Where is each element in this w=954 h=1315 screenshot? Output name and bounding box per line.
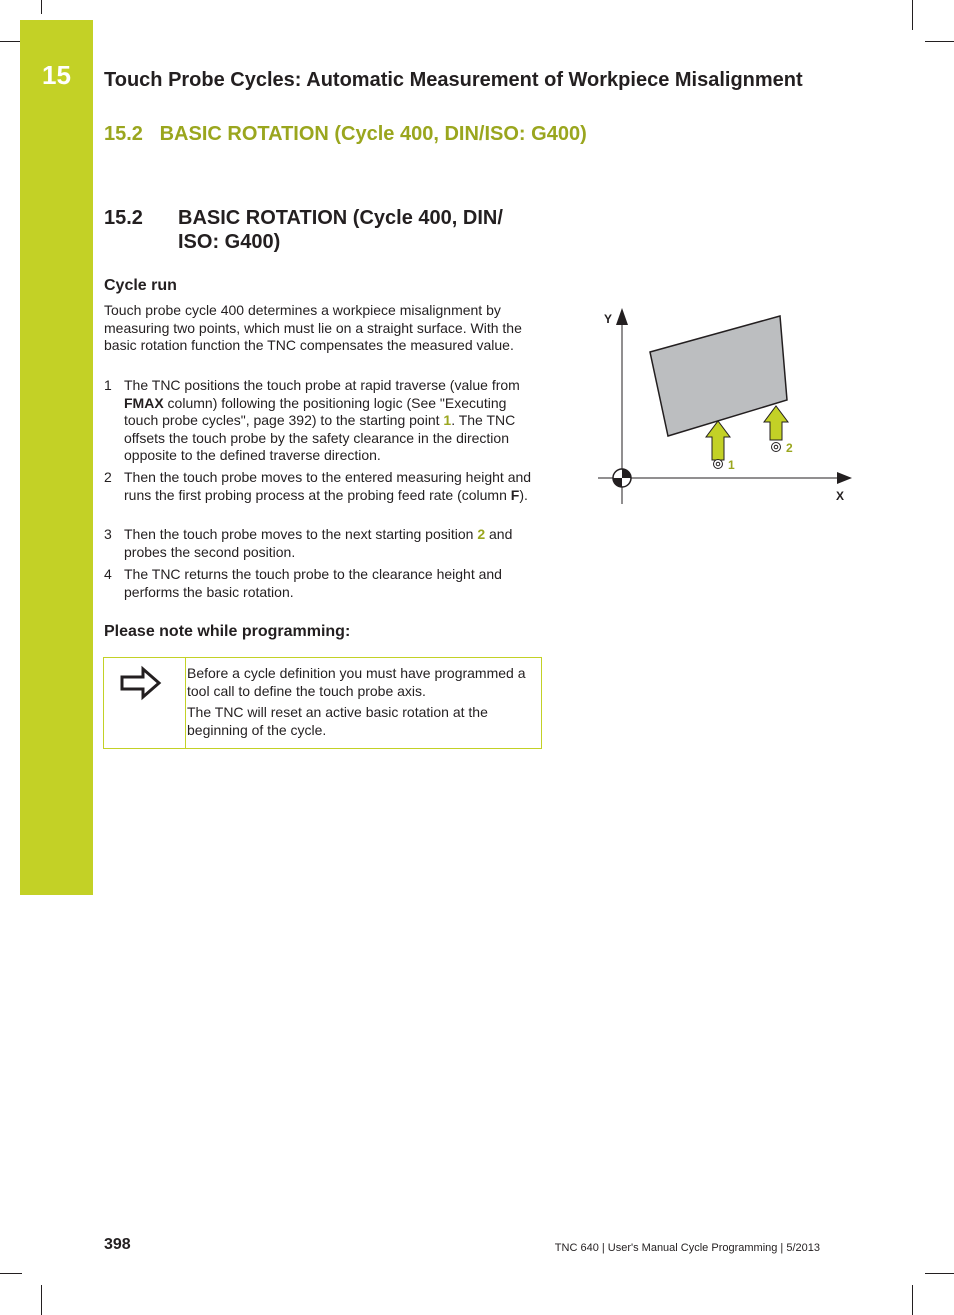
crop-mark <box>912 1285 913 1315</box>
point-label-1: 1 <box>728 458 735 472</box>
basic-rotation-figure <box>590 300 865 510</box>
crop-mark <box>0 1273 22 1274</box>
footer-text: TNC 640 | User's Manual Cycle Programming | 5/2013 <box>554 1242 820 1254</box>
axis-label-x: X <box>836 489 845 503</box>
crop-mark <box>41 0 42 14</box>
chapter-number: 15 <box>42 60 71 90</box>
step-number: 4 <box>104 566 112 582</box>
arrow-right-outline-icon <box>119 664 163 702</box>
crop-mark <box>0 41 22 42</box>
section-number: 15.2 <box>104 207 143 229</box>
origin-icon <box>613 469 631 487</box>
step-number: 2 <box>104 469 112 485</box>
probe-arrow-1 <box>706 421 730 460</box>
running-section-title: 15.2 BASIC ROTATION (Cycle 400, DIN/ISO: G400) <box>104 123 587 145</box>
step-number: 1 <box>104 377 112 393</box>
chapter-tab <box>20 20 93 895</box>
point-label-2: 2 <box>786 441 793 455</box>
page-number: 398 <box>104 1236 131 1253</box>
probe-point-2-icon <box>772 443 781 452</box>
step-text: Then the touch probe moves to the entered measuring height and runs the first probing process at the probing feed rate (column F). <box>124 469 532 503</box>
section-title: BASIC ROTATION (Cycle 400, DIN/ ISO: G400) <box>178 207 503 253</box>
cycle-run-intro: Touch probe cycle 400 determines a workpiece misalignment by measuring two points, which must lie on a straight surface. With the basic rotation function the TNC compensates the measured value. <box>104 302 522 354</box>
step-text: The TNC returns the touch probe to the clearance height and performs the basic rotation. <box>124 566 502 600</box>
crop-mark <box>925 1273 954 1274</box>
step-text: The TNC positions the touch probe at rapid traverse (value from FMAX column) following the positioning logic (See "Executing touch probe cycles", page 392) to the starting point 1. The TNC offsets the touch probe by the safety clearance in the direction opposite to the defined traverse direction. <box>124 377 520 464</box>
y-axis-arrow <box>616 308 628 325</box>
probe-arrow-2 <box>764 406 788 440</box>
crop-mark <box>925 41 954 42</box>
crop-mark <box>912 0 913 30</box>
crop-mark <box>41 1285 42 1315</box>
axis-label-y: Y <box>604 312 613 326</box>
chapter-title: Touch Probe Cycles: Automatic Measurement of Workpiece Misalignment <box>104 69 803 91</box>
note-divider <box>185 657 186 749</box>
programming-note-heading: Please note while programming: <box>104 623 351 640</box>
x-axis-arrow <box>837 472 852 484</box>
cycle-run-heading: Cycle run <box>104 277 177 294</box>
step-number: 3 <box>104 526 112 542</box>
probe-point-1-icon <box>714 460 723 469</box>
note-paragraph: Before a cycle definition you must have programmed a tool call to define the touch probe axis. <box>187 665 526 699</box>
note-paragraph: The TNC will reset an active basic rotation at the beginning of the cycle. <box>187 704 488 738</box>
step-text: Then the touch probe moves to the next starting position 2 and probes the second position. <box>124 526 513 560</box>
